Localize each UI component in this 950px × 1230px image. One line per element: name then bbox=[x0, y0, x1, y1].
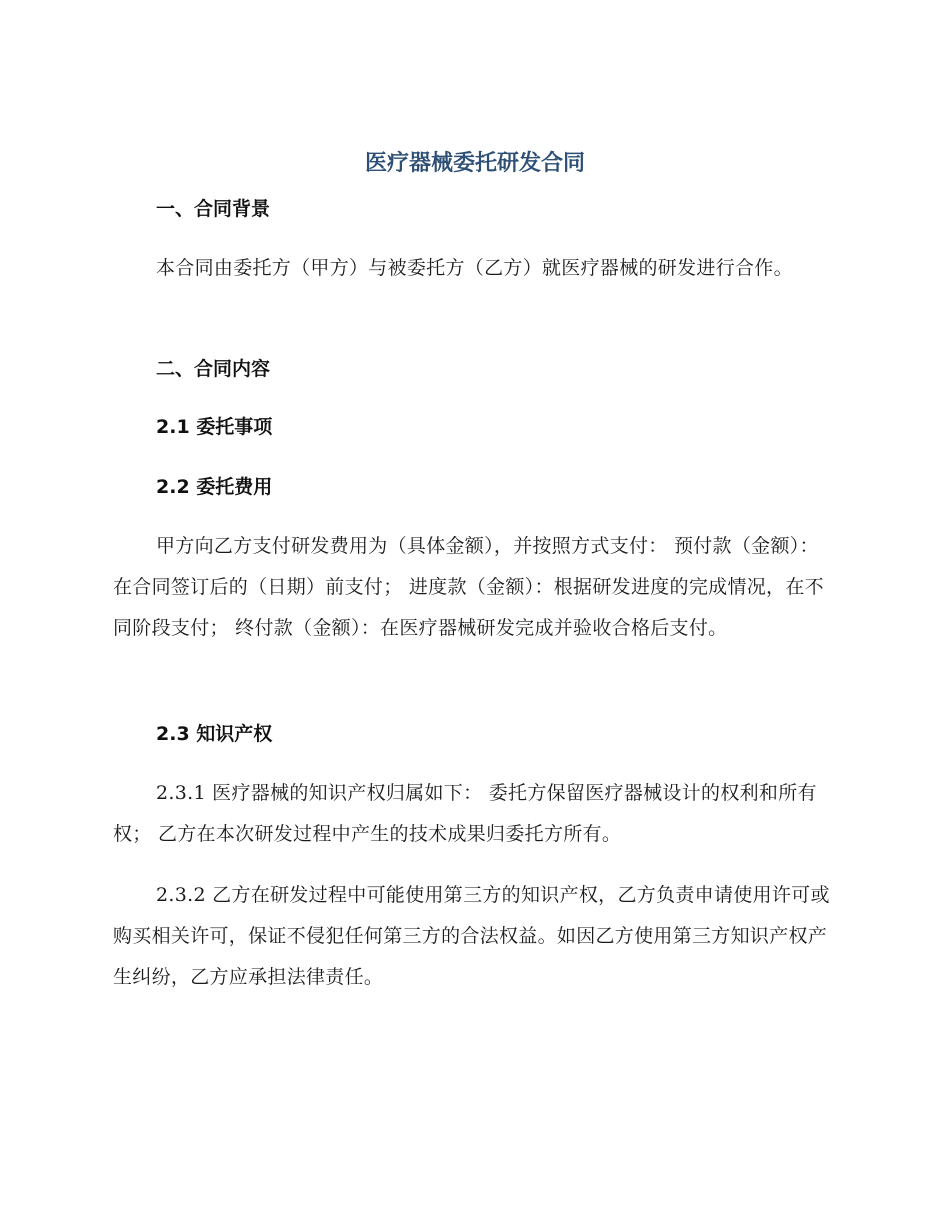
section-heading-content: 二、合同内容 bbox=[156, 358, 271, 380]
paragraph-ip-third-party: 2.3.2 乙方在研发过程中可能使用第三方的知识产权，乙方负责申请使用许可或购买相关许可，保证不侵犯任何第三方的合法权益。如因乙方使用第三方知识产权产生纠纷，乙方应承担法律责任。 bbox=[113, 884, 830, 988]
paragraph-fees: 甲方向乙方支付研发费用为（具体金额），并按照方式支付： 预付款（金额）：在合同签订后的（日期）前支付； 进度款（金额）：根据研发进度的完成情况，在不同阶段支付； 终付款（金额）：在医疗器械研发完成并验收合格后支付。 bbox=[113, 535, 824, 639]
subsection-heading-commission: 2.1 委托事项 bbox=[156, 416, 273, 438]
document-title: 医疗器械委托研发合同 bbox=[364, 151, 585, 176]
section-heading-background: 一、合同背景 bbox=[156, 198, 271, 220]
paragraph-background: 本合同由委托方（甲方）与被委托方（乙方）就医疗器械的研发进行合作。 bbox=[156, 257, 793, 279]
subsection-heading-fees: 2.2 委托费用 bbox=[156, 476, 273, 498]
paragraph-ip-ownership: 2.3.1 医疗器械的知识产权归属如下： 委托方保留医疗器械设计的权利和所有权； 乙方在本次研发过程中产生的技术成果归委托方所有。 bbox=[113, 782, 817, 845]
subsection-heading-ip: 2.3 知识产权 bbox=[156, 723, 273, 745]
